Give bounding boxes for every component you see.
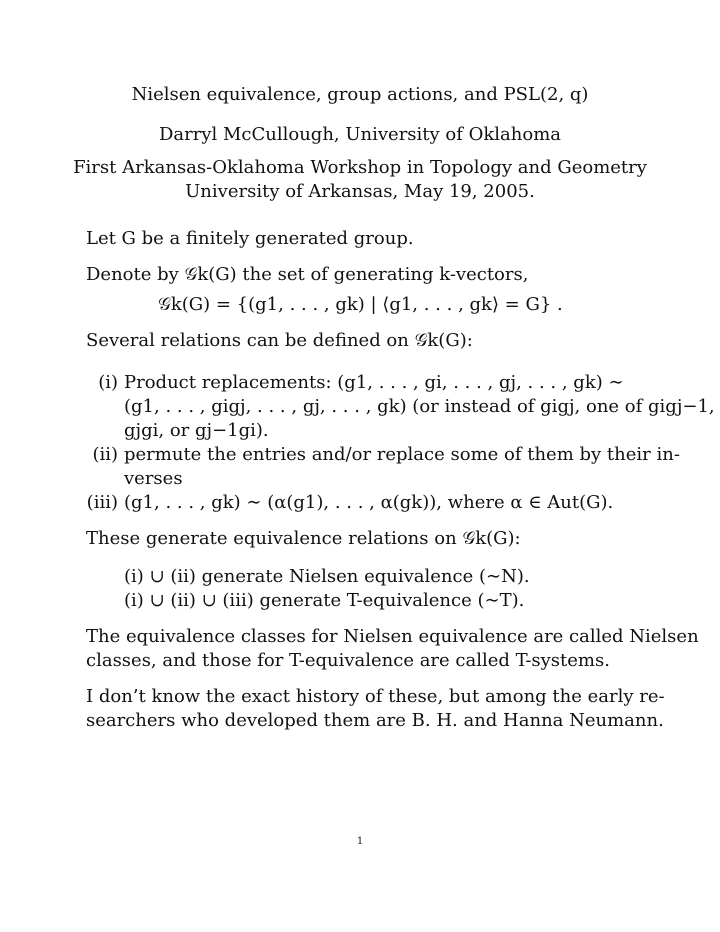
paragraph-history-line-2: searchers who developed them are B. H. and Hanna Neumann. — [86, 710, 664, 731]
page-number: 1 — [356, 836, 364, 847]
paragraph-let-g: Let G be a finitely generated group. — [86, 228, 414, 249]
paragraph-classes-line-1: The equivalence classes for Nielsen equivalence are called Nielsen — [86, 626, 699, 647]
item-i-line-3: gjgi, or gj−1gi). — [124, 420, 269, 441]
paragraph-denote: Denote by 𝒢k(G) the set of generating k-vectors, — [86, 264, 529, 285]
item-ii-label: (ii) — [92, 444, 118, 465]
paragraph-generate: These generate equivalence relations on 𝒢k(G): — [86, 528, 521, 549]
venue-line-1: First Arkansas-Oklahoma Workshop in Topology and Geometry — [73, 157, 647, 178]
item-iii-line-1: (g1, . . . , gk) ∼ (α(g1), . . . , α(gk)), where α ∈ Aut(G). — [124, 492, 614, 513]
venue-line-2: University of Arkansas, May 19, 2005. — [185, 181, 535, 202]
item-ii-line-2: verses — [124, 468, 183, 489]
item-i-label: (i) — [98, 372, 118, 393]
generating-vectors-formula: 𝒢k(G) = {(g1, . . . , gk) | ⟨g1, . . . , gk⟩ = G} . — [158, 294, 563, 315]
item-ii-line-1: permute the entries and/or replace some of them by their in- — [124, 444, 680, 465]
nielsen-equivalence-line: (i) ∪ (ii) generate Nielsen equivalence (∼N). — [124, 566, 530, 587]
t-equivalence-line: (i) ∪ (ii) ∪ (iii) generate T-equivalence (∼T). — [124, 590, 525, 611]
paragraph-history-line-1: I don’t know the exact history of these, but among the early re- — [86, 686, 665, 707]
item-iii-label: (iii) — [86, 492, 118, 513]
paragraph-relations: Several relations can be defined on 𝒢k(G): — [86, 330, 473, 351]
paper-title: Nielsen equivalence, group actions, and PSL(2, q) — [131, 84, 589, 105]
paragraph-classes-line-2: classes, and those for T-equivalence are called T-systems. — [86, 650, 610, 671]
item-i-line-2: (g1, . . . , gigj, . . . , gj, . . . , gk) (or instead of gigj, one of gigj−1, — [124, 396, 715, 417]
author-line: Darryl McCullough, University of Oklahoma — [158, 124, 562, 145]
item-i-line-1: Product replacements: (g1, . . . , gi, . . . , gj, . . . , gk) ∼ — [124, 372, 624, 393]
